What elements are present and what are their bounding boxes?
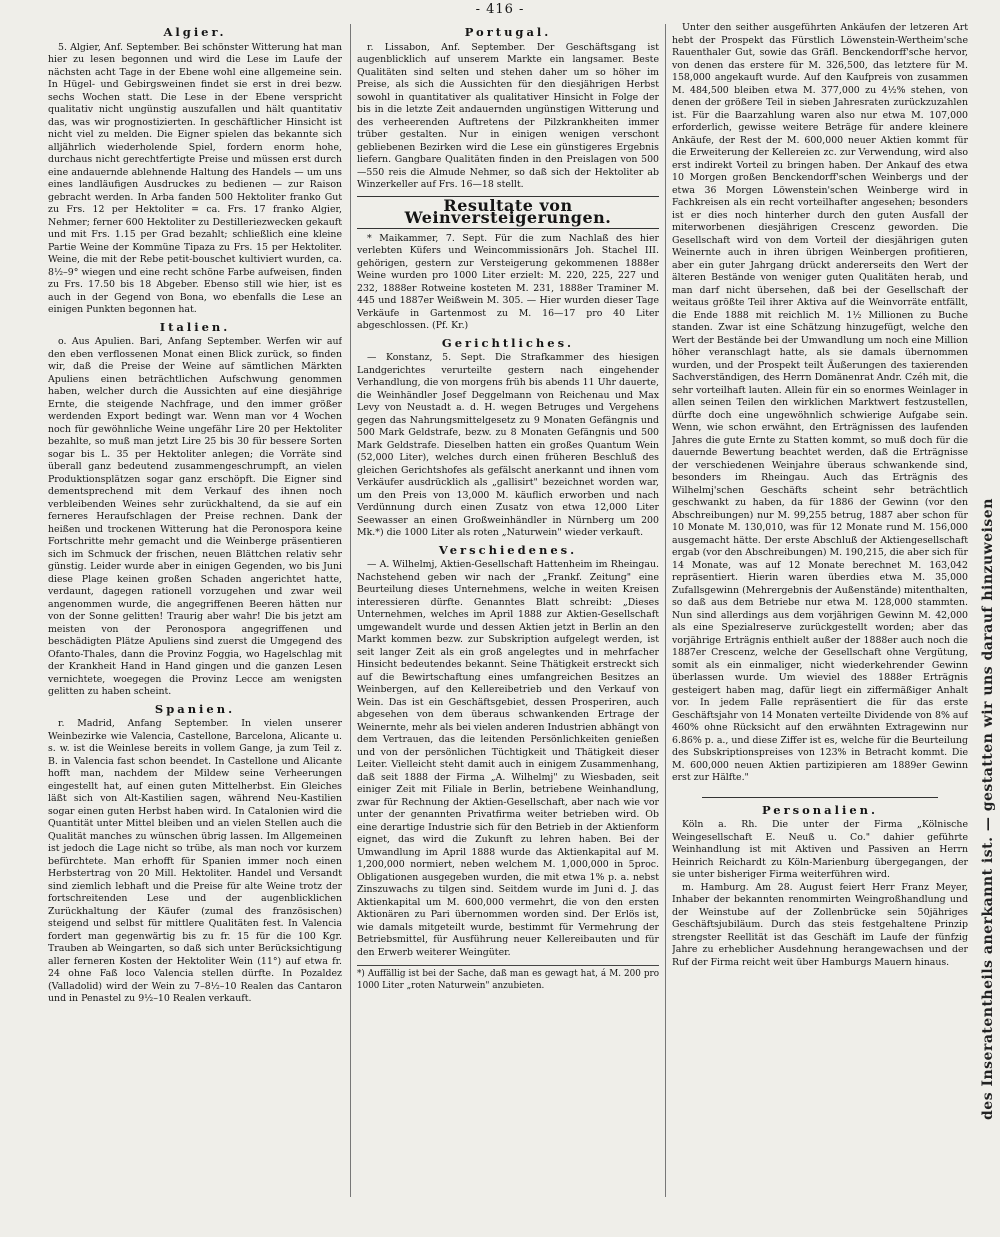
article-konstanz: — Konstanz, 5. Sept. Die Strafkammer des hiesigen Landgerichtes verurteilte gestern nach eingehender Verhandlung, die von morgens früh bis abends 11 Uhr dauerte, die Weinhändler Josef Deggelmann von Reichenau und Max Levy von Neustadt a. d. H. wegen Betruges und Vergehens gegen das Nahrungsmittelgesetz zu 9 Monaten Gefängnis und 500 Mark Geldstrafe, bezw. zu 8 Monaten Gefängnis und 500 Mark Geldstrafe. Dieselben hatten ein großes Quantum Wein (52,000 Liter), welches durch einen früheren Beschluß des gleichen Gerichtshofes als gefälscht anerkannt und ihnen vom Verkäufer ausdrücklich als „gallisirt" bezeichnet worden war, um den Preis von 13,000 M. käuflich erworben und nach Verdünnung durch einen Zusatz von etwa 12,000 Liter Seewasser an einen Großweinhändler in Nürnberg um 200 Mk.*) die 1000 Liter als roten „Naturwein" wieder verkauft.: [357, 352, 659, 538]
section-heading-spanien: Spanien.: [154, 701, 236, 716]
article-wilhelmj-continued: Unter den seither ausgeführten Ankäufen der letzeren Art hebt der Prospekt das Fürstlich Löwenstein-Wertheim'sche Rauenthaler Gut, sowie das Gräfl. Benckendorff'sche hervor, von denen das erstere für M. 326,500, das letztere für M. 158,000 angekauft wurde. Auf den Kaufpreis von zusammen M. 484,500 bleiben etwa M. 377,000 zu 4½% stehen, von denen der größere Teil in sieben Jahresraten zurückzuzahlen ist. Für die Baarzahlung waren also nur etwa M. 107,000 erforderlich, gewisse weitere Beträge für andere kleinere Ankäufe, der Rest der M. 600,000 neuer Aktien kommt für die Erweiterung der Kellereien zc. zur Verwendung, wird also erst indirekt Vorteil zu bringen haben. Der Ankauf des etwa 10 Morgen großen Benckendorff'schen Weinbergs und der etwa 36 Morgen Löwenstein'schen Weinberge wird in Fachkreisen als ein recht vorteilhafter angesehen; besonders ist er dies noch hinterher durch den guten Ausfall der miterworbenen diesjährigen Crescenz geworden. Die Gesellschaft wird von dem Vorteil der diesjährigen guten Weinernte auch in ihren übrigen Weinbergen profitieren, aber ein guter Jahrgang drückt andererseits den Wert der älteren Bestände von weniger guten Qualitäten herab, und man darf nicht übersehen, daß bei der Gesellschaft der weitaus größte Teil ihrer Aktiva auf die Weinvorräte entfällt, die Ende 1888 mit reichlich M. 1½ Millionen zu Buche standen. Zwar ist eine Schätzung hinzugefügt, welche den Wert der Bestände bei der Umwandlung um noch eine Million höher veranschlagt hatte, als sie damals übernommen wurden, und der Prospekt teilt Äußerungen des taxierenden Sachverständigen, des Herrn Domänenrat Andr. Czéh mit, die sehr vorteilhaft lauten. Allein für ein so enormes Weinlager in allen seinen Teilen den wirklichen Marktwert festzustellen, dürfte doch eine ungewöhnlich schwierige Aufgabe sein. Wenn, wie schon erwähnt, den Erträgnissen des laufenden Jahres die gute Ernte zu Statten kommt, so muß doch für die dauernde Bewertung beachtet werden, daß die Erträgnisse der verschiedenen Weinjahre überaus schwankende sind, besonders im Rheingau. Auch das Erträgnis des Wilhelmj'schen Geschäfts scheint sehr beträchtlich geschwankt zu haben, da für 1886 der Gewinn (vor den Abschreibungen) nur M. 99,255 betrug, 1887 aber schon für 10 Monate M. 130,010, was für 12 Monate rund M. 156,000 ausgemacht hätte. Der erste Abschluß der Aktiengesellschaft ergab (vor den Abschreibungen) M. 190,215, die aber sich für 14 Monate, was auf 12 Monate berechnet M. 163,042 repräsentiert. Hierin waren überdies etwa M. 35,000 Zufallsgewinn (Mehrergebnis der Außenstände) mitenthalten, so daß aus dem Betriebe nur etwa M. 128,000 stammten. Nun sind allerdings aus dem vorjährigen Gewinn M. 42,000 als eine Spezialreserve zurückgestellt worden; aber das vorjährige Erträgnis enthielt außer der 1888er auch noch die 1887er Crescenz, welche der Gesellschaft ohne Vergütung, somit als ein einmaliger, nicht wiederkehrender Gewinn überlassen wurde. Um wieviel des 1888er Erträgnis gesteigert haben mag, dafür liegt ein ziffermäßiger Anhalt vor. In jedem Falle repräsentiert die für das erste Geschäftsjahr von 14 Monaten verteilte Dividende von 8% auf 460% ohne Rücksicht auf den erwähnten Extragewinn nur 6.86% p. a., und diese Ziffer ist es, welche für die Beurteilung des Subskriptionspreises von 123% in Betracht kommt. Die M. 600,000 neuen Aktien partizipieren am 1889er Gewinn erst zur Hälfte.": [672, 22, 968, 783]
page-number: - 416 -: [475, 2, 525, 17]
column-middle: [357, 22, 659, 1229]
margin-side-note: des Inseratentheils anerkannt ist. — gestatten wir uns darauf hinzuweisen: [980, 498, 996, 1120]
section-heading-italien: Italien.: [159, 319, 231, 334]
article-maikammer: * Maikammer, 7. Sept. Für die zum Nachlaß des hier verlebten Küfers und Weincommissionärs Joh. Stachel III. gehörigen, gestern zur Versteigerung gekommenen 1888er Weine wurden pro 1000 Liter erzielt: M. 220, 225, 227 und 232, 1888er Rotweine kosteten M. 231, 1888er Traminer M. 445 und 1887er Weißwein M. 305. — Hier wurden dieser Tage Verkäufe in Gartenmost zu M. 16—17 pro 40 Liter abgeschlossen. (Pf. Kr.): [357, 232, 659, 331]
footnote: *) Auffällig ist bei der Sache, daß man es gewagt hat, á M. 200 pro 1000 Liter „roten Naturwein" anzubieten.: [357, 965, 659, 992]
section-heading-portugal: Portugal.: [464, 25, 552, 39]
article-portugal: r. Lissabon, Anf. September. Der Geschäftsgang ist augenblicklich auf unserem Markte ein langsamer. Beste Qualitäten sind selten und stehen daher um so höher im Preise, als sich die Aussichten für den diesjährigen Herbst sowohl in quantitativer als qualitativer Hinsicht in Folge der bis in die letzte Zeit andauernden ungünstigen Witterung und des verheerenden Auftretens der Pilzkrankheiten immer trüber gestalten. Nur in einigen wenigen verschont gebliebenen Bezirken wird die Lese ein günstigeres Ergebnis liefern. Gangbare Qualitäten finden in den Preislagen von 500—550 reis die Almude Nehmer, so daß sich der Hektoliter ab Winzerkeller auf Frs. 16—18 stellt.: [357, 41, 659, 190]
column-left: [48, 22, 342, 1229]
section-divider: [702, 797, 938, 798]
section-heading-personalien: Personalien.: [761, 802, 879, 817]
article-italien: o. Aus Apulien. Bari, Anfang September. Werfen wir auf den eben verflossenen Monat einen Blick zurück, so finden wir, daß die Preise der Weine auf sämtlichen Märkten Apuliens einen beträchtlichen Aufschwung genommen haben, welcher durch die Aussichten auf eine diesjährige Ernte, die steigende Nachfrage, und den immer größer werdenden Export bedingt war. Wenn man vor 4 Wochen noch für gewöhnliche Weine ungefähr Lire 20 per Hektoliter bezahlte, so muß man jetzt Lire 25 bis 30 für bessere Sorten sogar bis L. 35 per Hektoliter anlegen; die Vorräte sind überall ganz bedeutend zusammengeschrumpft, an vielen Produktionsplätzen sogar ganz erschöpft. Die Eigner sind dementsprechend mit dem Verkauf des ihnen noch verbleibenden Weines sehr zurückhaltend, da sie auf ein ferneres Heraufschlagen der Preise rechnen. Dank der heißen und trockenen Witterung hat die Peronospora keine Fortschritte mehr gemacht und die Weinberge präsentieren sich im Schmuck der frischen, neuen Blättchen relativ sehr günstig. Leider wurde aber in einigen Gegenden, wo bis Juni diese Plage keinen großen Schaden angerichtet hatte, verdaunt, dagegen rationell vorzugehen und zwar weil angenommen wurde, die angegriffenen Beeren hätten nur von der Sonne gelitten! Traurig aber wahr! Die bis jetzt am meisten von der Peronospora angegriffenen und beschädigten Plätze Apuliens sind zuerst die Umgegend des Ofanto-Thales, dann die Provinz Foggia, wo Hagelschlag mit der Krankheit Hand in Hand gingen und die ganzen Lesen vernichtete, woegegen die Provinz Lecce am wenigsten gelitten zu haben scheint.: [48, 336, 342, 697]
section-heading-verschiedenes: Verschiedenes.: [438, 542, 578, 557]
column-rule: [665, 24, 666, 1197]
section-heading-algier: Algier.: [163, 25, 227, 39]
article-wilhelmj: — A. Wilhelmj, Aktien-Gesellschaft Hattenheim im Rheingau. Nachstehend geben wir nach der „Frankf. Zeitung" eine Beurteilung dieses Unternehmens, welche in weiten Kreisen interessieren dürfte. Genanntes Blatt schreibt: „Dieses Unternehmen, welches im April 1888 zur Aktien-Gesellschaft umgewandelt wurde und dessen Aktien jetzt in Berlin an den Markt kommen bezw. zur Subskription aufgelegt werden, ist seit langer Zeit als ein groß angelegtes und in mehrfacher Hinsicht bedeutendes bekannt. Seine Thätigkeit erstreckt sich auf die Bewirtschaftung eines umfangreichen Besitzes an Weinbergen, auf den Kellereibetrieb und den Verkauf von Wein. Das ist ein Geschäftsgebiet, dessen Prosperiren, auch abgesehen von dem überaus schwankenden Ertrage der Weinernte, mehr als bei vielen anderen Industrien abhängt von dem Vertrauen, das die leitenden Persönlichkeiten genießen und von der persönlichen Tüchtigkeit und Thätigkeit dieser Leiter. Vielleicht steht damit auch in einigem Zusammenhang, daß seit 1888 der Firma „A. Wilhelmj" zu Wiesbaden, seit einiger Zeit mit Filiale in Berlin, betriebene Weinhandlung, zwar für Rechnung der Aktien-Gesellschaft, aber nach wie vor unter der genannten Privatfirma weiter betrieben wird. Ob eine derartige Industrie sich für den Betrieb in der Aktienform eignet, das wird die Zukunft zu lehren haben. Bei der Umwandlung im April 1888 wurde das Aktienkapital auf M. 1,200,000 normiert, neben welchem M. 1,000,000 in 5proc. Obligationen ausgegeben wurden, die mit etwa 1% p. a. nebst Zinszuwachs zu tilgen sind. Seitdem wurde im Juni d. J. das Aktienkapital um M. 600,000 vermehrt, die von den ersten Aktionären zu Pari übernommen worden sind. Der Erlös ist, wie damals mitgeteilt wurde, bestimmt für Vermehrung der Betriebsmittel, für Ausführung neuer Kellereibauten und für den Erwerb weiterer Weingüter.: [357, 559, 659, 958]
section-heading-gerichtliches: Gerichtliches.: [441, 335, 575, 350]
column-rule: [350, 24, 351, 1197]
column-right: [672, 22, 968, 1229]
article-koeln: Köln a. Rh. Die unter der Firma „Kölnische Weingesellschaft E. Neuß u. Co." dahier geführte Weinhandlung ist mit Aktiven und Passiven an Herrn Heinrich Reichardt zu Köln-Marienburg übergegangen, der sie unter bisheriger Firma weiterführen wird.: [672, 819, 968, 880]
article-spanien: r. Madrid, Anfang September. In vielen unserer Weinbezirke wie Valencia, Castellone, Barcelona, Alicante u. s. w. ist die Weinlese bereits in vollem Gange, ja zum Teil z. B. in Valencia fast schon beendet. In Castellone und Alicante hofft man, nachdem der Mildew seine Verheerungen eingestellt hat, auf einen guten Mittelherbst. Ein Gleiches läßt sich von Alt-Kastilien sagen, während Neu-Kastilien sogar einen guten Herbst haben wird. In Catalonien wird die Quantität unter Mittel bleiben und an vielen Stellen auch die Qualität manches zu wünschen übrig lassen. Im Allgemeinen ist jedoch die Lage nicht so trübe, als man noch vor kurzem befürchtete. Man erhofft für Spanien immer noch einen Herbstertrag von 20 Mill. Hektoliter. Handel und Versandt sind ziemlich lebhaft und die Preise für alte Weine trotz der fortschreitenden Lese und der augenblicklichen Zurückhaltung der Käufer (zumal des französischen) steigend und selbst für mittlere Qualitäten fest. In Valencia fordert man gegenwärtig bis zu fr. 15 für die 100 Kgr. Trauben ab Weingarten, so daß sich unter Berücksichtigung aller ferneren Kosten der Hektoliter Wein (11°) auf etwa fr. 24 ohne Faß loco Valencia stellen dürfte. In Pozaldez (Valladolid) wird der Wein zu 7–8½–10 Realen das Cantaron und in Penastel zu 9½–10 Realen verkauft.: [48, 718, 342, 1004]
section-heading-resultate: Resultate von Weinversteigerungen.: [357, 196, 659, 229]
article-hamburg: m. Hamburg. Am 28. August feiert Herr Franz Meyer, Inhaber der bekannten renommirten Weingroßhandlung und der Weinstube auf der Zollenbrücke sein 50jähriges Geschäftsjubiläum. Durch das steis festgehaltene Prinzip strengster Reellität ist das Geschäft im Laufe der fünfzig Jahre zu erheblicher Ausdehnung herangewachsen und der Ruf der Firma reicht weit über Hamburgs Mauern hinaus.: [672, 881, 968, 968]
article-algier: 5. Algier, Anf. September. Bei schönster Witterung hat man hier zu lesen begonnen und wird die Lese im Laufe der nächsten acht Tage in der Ebene wohl eine allgemeine sein. In Hügel- und Gebirgsweinen findet sie erst in drei bezw. sechs Wochen statt. Die Lese in der Ebene verspricht qualitativ nicht ungünstig auszufallen und hält quantitativ das, was wir prognostizierten. In geschäftlicher Hinsicht ist nicht viel zu melden. Die Eigner spielen das bekannte sich alljährlich wiederholende Spiel, fordern enorm hohe, durchaus nicht gerechtfertigte Preise und müssen erst durch eine andauernde ablehnende Haltung des Handels — um uns eines landläufigen Ausdruckes zu bedienen — zur Raison gebracht werden. In Arba fanden 500 Hektoliter franko Gut zu Frs. 12 per Hektoliter = ca. Frs. 17 franko Algier, Nehmer; ferner 600 Hektoliter zu Destilleriezwecken gekauft und mit Frs. 1.15 per Grad bezahlt; schließlich eine kleine Partie Weine der Kommüne Tipaza zu Frs. 15 per Hektoliter. Weine, die mit der Rebe petit-bouschet kultiviert wurden, ca. 8½–9° wiegen und eine recht schöne Farbe aufweisen, finden zu Frs. 17.50 bis 18 Abgeber. Ebenso still wie hier, ist es auch in der Gegend von Bona, wo ebenfalls die Lese an einigen Punkten begonnen hat.: [48, 41, 342, 315]
